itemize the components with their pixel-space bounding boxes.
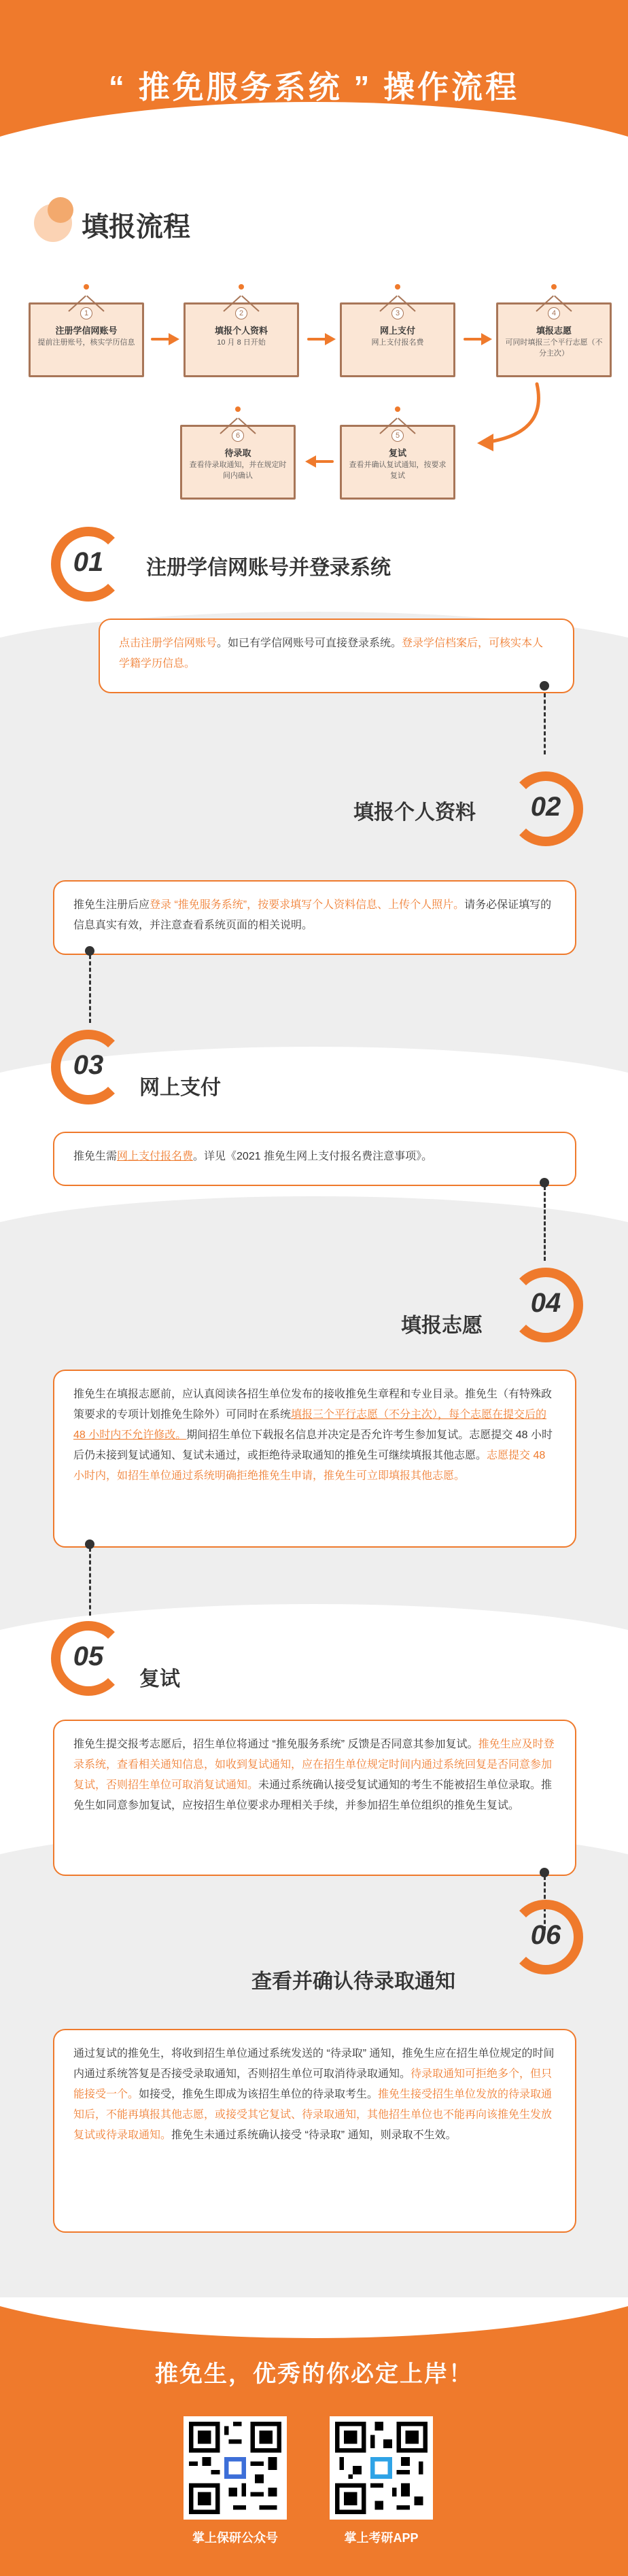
step-content-box: 推免生提交报考志愿后，招生单位将通过 “推免服务系统” 反馈是否同意其参加复试。推免生应及时登录系统，查看相关通知信息，如收到复试通知，应在招生单位规定时间内通过系统回复是否同意参加复试，否则招生单位可取消复试通知。未通过系统确认接受复试通知的考生不能被招生单位录取。推免生如同意参加复试，应按招生单位要求办理相关手续，并参加招生单位组织的推免生复试。 xyxy=(53,1720,576,1876)
heading-circle-decoration xyxy=(48,197,73,223)
qr-label-left: 掌上保研公众号 xyxy=(192,2531,278,2545)
flow-step-desc: 可同时填报三个平行志愿（不分主次） xyxy=(505,338,603,358)
step-number: 02 xyxy=(530,792,561,822)
pin-icon xyxy=(84,284,89,290)
qr-code-icon xyxy=(335,2422,428,2514)
footer-curve xyxy=(0,2297,628,2338)
flow-sign-2 xyxy=(184,302,299,377)
footer-slogan: 推免生，优秀的你必定上岸！ xyxy=(155,2361,473,2387)
curve-arrow-icon xyxy=(469,381,551,455)
flow-step-title: 网上支付 xyxy=(379,326,415,336)
flow-sign-6 xyxy=(180,425,296,500)
step-badge-06 xyxy=(508,1900,583,1974)
connector-line xyxy=(89,1548,91,1616)
step-content-box: 点击注册学信网账号。如已有学信网账号可直接登录系统。登录学信档案后，可核实本人学籍学历信息。 xyxy=(99,619,574,693)
flow-step-title: 待录取 xyxy=(224,448,251,458)
flow-sign-5 xyxy=(340,425,455,500)
step-number: 05 xyxy=(73,1641,104,1671)
step-number: 01 xyxy=(73,547,104,577)
register-link[interactable]: 点击注册学信网账号 xyxy=(119,638,217,649)
pin-icon xyxy=(551,284,557,290)
step-title: 填报个人资料 xyxy=(353,801,476,824)
connector-dot xyxy=(540,681,549,691)
header-banner xyxy=(0,0,628,170)
step-badge-05 xyxy=(51,1621,126,1696)
flow-step-title: 复试 xyxy=(388,448,406,458)
flow-sign-4 xyxy=(496,302,612,377)
footer-banner xyxy=(0,2297,628,2576)
step-content-box: 推免生需网上支付报名费。详见《2021 推免生网上支付报名费注意事项》。 xyxy=(53,1132,576,1186)
step-badge-02 xyxy=(508,771,583,846)
flow-step-number: 1 xyxy=(80,307,92,319)
step-title: 复试 xyxy=(139,1668,180,1690)
qr-code-right[interactable] xyxy=(330,2416,433,2520)
connector-line xyxy=(544,1186,546,1261)
step-badge-04 xyxy=(508,1268,583,1342)
overview-title: 填报流程 xyxy=(82,212,190,242)
step-title: 注册学信网账号并登录系统 xyxy=(146,557,391,579)
payment-link[interactable]: 网上支付报名费 xyxy=(117,1151,194,1162)
pin-icon xyxy=(235,406,241,412)
arrow-left-icon xyxy=(304,455,334,468)
flow-step-title: 填报个人资料 xyxy=(214,326,268,336)
qr-code-left[interactable] xyxy=(184,2416,287,2520)
step-content-box: 推免生注册后应登录 “推免服务系统”，按要求填写个人资料信息、上传个人照片。请务必保证填写的信息真实有效，并注意查看系统页面的相关说明。 xyxy=(53,880,576,955)
arrow-right-icon xyxy=(151,333,181,345)
connector-line xyxy=(544,693,546,754)
flow-step-number: 3 xyxy=(391,307,404,319)
connector-line xyxy=(89,955,91,1023)
flow-step-title: 注册学信网账号 xyxy=(55,326,118,336)
header-curve xyxy=(0,102,628,170)
band-bg-1 xyxy=(0,659,628,1094)
step-number: 06 xyxy=(530,1920,561,1950)
pin-icon xyxy=(239,284,244,290)
flow-step-desc: 查看并确认复试通知，按要求复试 xyxy=(349,461,447,480)
step-number: 03 xyxy=(73,1050,104,1080)
step-badge-01 xyxy=(51,527,126,602)
pin-icon xyxy=(395,406,400,412)
flow-step-number: 2 xyxy=(235,307,247,319)
flow-step-number: 5 xyxy=(391,430,404,442)
step-title: 网上支付 xyxy=(139,1077,221,1099)
step-content-box: 通过复试的推免生，将收到招生单位通过系统发送的 “待录取” 通知，推免生应在招生单位规定的时间内通过系统答复是否接受录取通知，否则招生单位可取消待录取通知。待录取通知可拒绝多个，但只能接受一个。如接受，推免生即成为该招生单位的待录取考生。推免生接受招生单位发放的待录取通知后，不能再填报其他志愿，或接受其它复试、待录取通知，其他招生单位也不能再向该推免生发放复试或待录取通知。推免生未通过系统确认接受 “待录取” 通知，则录取不生效。 xyxy=(53,2029,576,2233)
flow-step-desc: 提前注册账号，核实学历信息 xyxy=(37,338,135,347)
flow-step-desc: 10 月 8 日开始 xyxy=(217,338,266,347)
qr-label-right: 掌上考研APP xyxy=(344,2531,419,2545)
arrow-right-icon xyxy=(464,333,493,345)
step-number: 04 xyxy=(530,1288,561,1318)
qr-code-icon xyxy=(189,2422,281,2514)
flow-step-number: 6 xyxy=(232,430,244,442)
connector-dot xyxy=(85,946,94,956)
flow-sign-1 xyxy=(29,302,144,377)
overview-heading xyxy=(34,197,238,251)
flow-step-desc: 网上支付报名费 xyxy=(371,338,424,347)
step-title: 填报志愿 xyxy=(401,1315,483,1337)
flow-step-number: 4 xyxy=(548,307,560,319)
pin-icon xyxy=(395,284,400,290)
flow-sign-3 xyxy=(340,302,455,377)
step-badge-03 xyxy=(51,1030,126,1104)
arrow-right-icon xyxy=(307,333,337,345)
step-title: 查看并确认待录取通知 xyxy=(251,1970,455,1993)
flow-step-title: 填报志愿 xyxy=(536,326,572,336)
flow-step-desc: 查看待录取通知，并在规定时间内确认 xyxy=(189,461,287,480)
page-title: “ 推免服务系统 ” 操作流程 xyxy=(108,69,520,105)
step-content-box: 推免生在填报志愿前，应认真阅读各招生单位发布的接收推免生章程和专业目录。推免生（有特殊政策要求的专项计划推免生除外）可同时在系统填报三个平行志愿（不分主次），每个志愿在提交后的 48 小时内不允许修改。期间招生单位下载报名信息并决定是否允许考生参加复试。志愿提交 48 小时后仍未接到复试通知、复试未通过，或拒绝待录取通知的推免生可继续填报其他志愿。志愿提交 48 小时内，如招生单位通过系统明确拒绝推免生申请，推免生可立即填报其他志愿。 xyxy=(53,1370,576,1548)
